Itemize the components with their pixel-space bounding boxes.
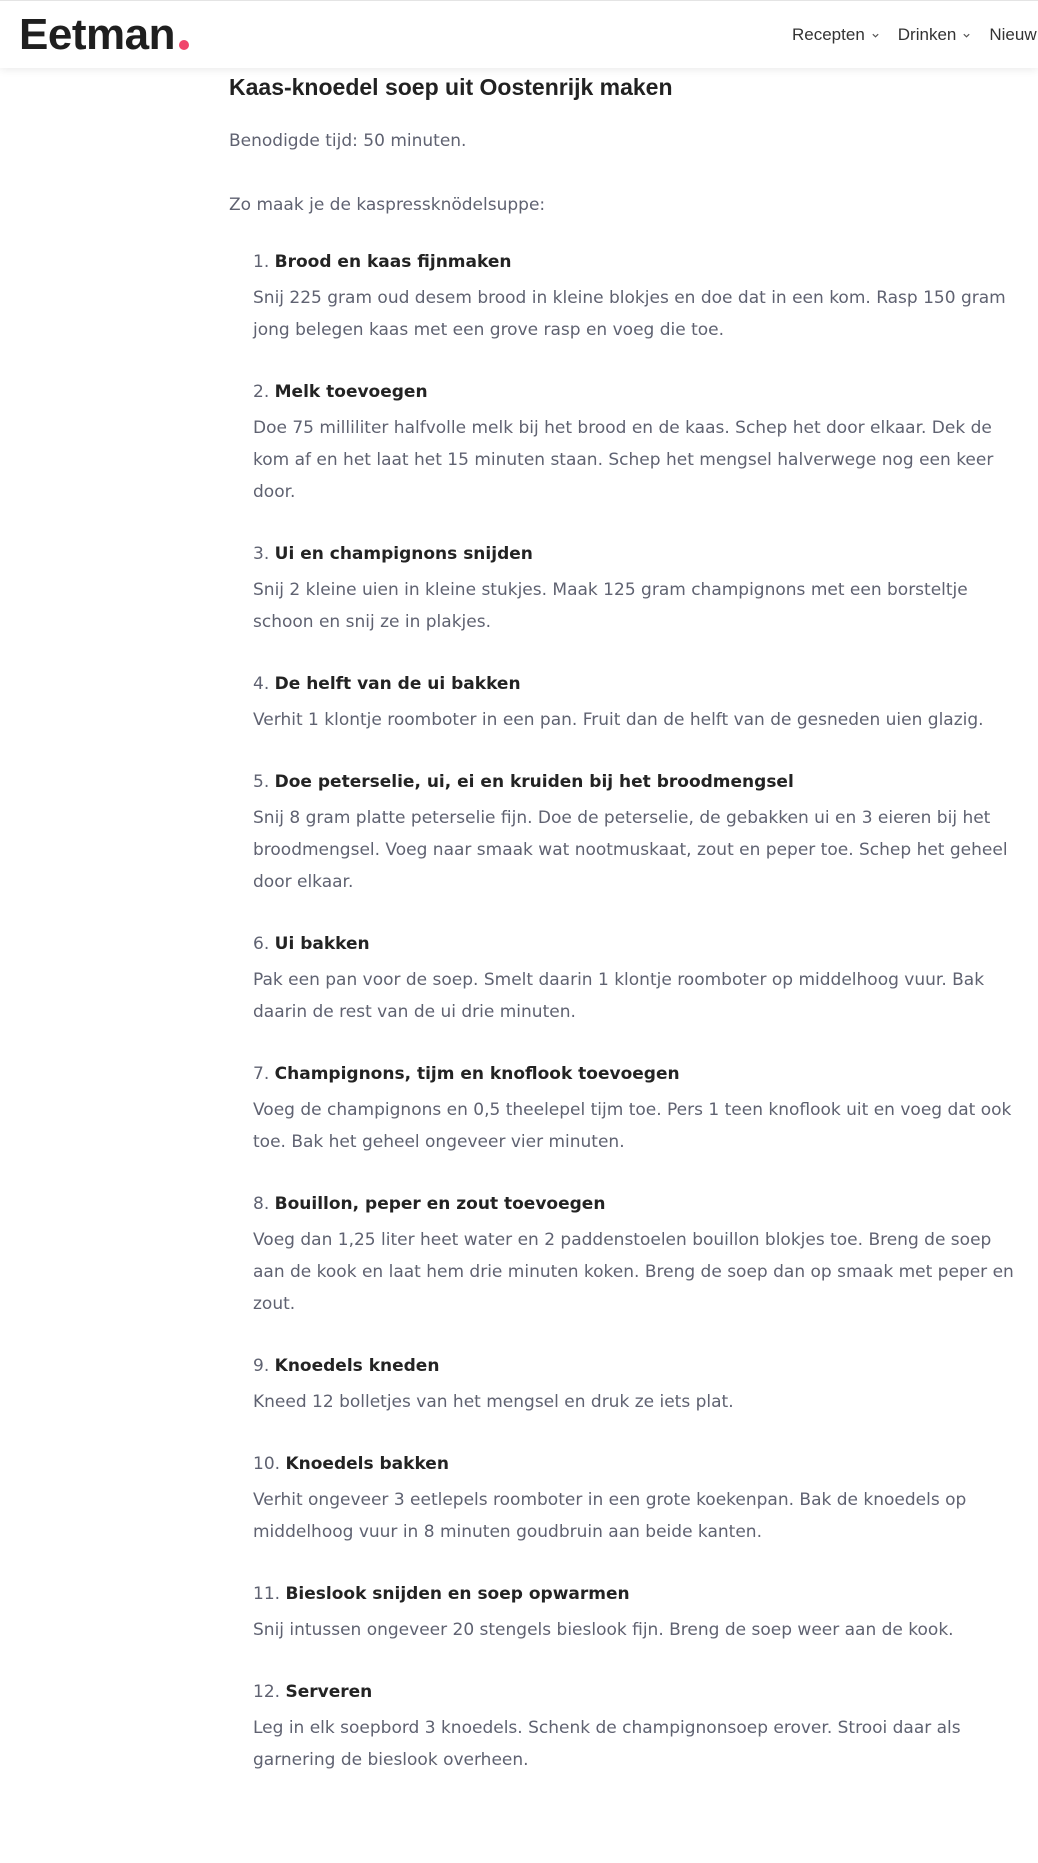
step-title: Bouillon, peper en zout toevoegen [274,1194,606,1214]
nav-item-label: Nieuw [989,25,1037,44]
list-item [253,932,1023,1028]
chevron-down-icon [871,31,880,40]
step-description: Snij 8 gram platte peterselie fijn. Doe de peterselie, de gebakken ui en 3 eieren bij het broodmengsel. Voeg naar smaak wat nootmuskaat, zout en peper toe. Schep het geheel door elkaar. [253,808,1008,892]
step-heading [253,380,1023,404]
step-heading [253,250,1023,274]
step-title: Bieslook snijden en soep opwarmen [285,1584,630,1604]
step-number: 12. [253,1682,281,1702]
recipe-steps [253,250,1023,1810]
step-number: 11. [253,1584,281,1604]
step-title: Ui bakken [274,934,370,954]
step-title: De helft van de ui bakken [274,674,521,694]
list-item [253,1062,1023,1158]
step-description: Snij 225 gram oud desem brood in kleine blokjes en doe dat in een kom. Rasp 150 gram jong belegen kaas met een grove rasp en voeg die toe. [253,288,1006,340]
step-heading [253,1354,1023,1378]
site-header [0,0,1038,68]
step-number: 4. [253,674,270,694]
list-item [253,672,1023,736]
list-item [253,1680,1023,1776]
nav-item-label: Recepten [792,25,865,44]
required-time: Benodigde tijd: 50 minuten. [229,131,467,151]
list-item [253,542,1023,638]
step-number: 10. [253,1454,281,1474]
article-title: Kaas-knoedel soep uit Oostenrijk maken [229,74,673,100]
intro-text: Zo maak je de kaspressknödelsuppe: [229,195,546,215]
list-item [253,250,1023,346]
nav-item-drinken[interactable] [898,25,972,45]
list-item [253,1452,1023,1548]
step-number: 3. [253,544,270,564]
step-description: Verhit ongeveer 3 eetlepels roomboter in een grote koekenpan. Bak de knoedels op middelhoog vuur in 8 minuten goudbruin aan beide kanten. [253,1490,967,1542]
step-heading [253,542,1023,566]
step-description: Voeg de champignons en 0,5 theelepel tijm toe. Pers 1 teen knoflook uit en voeg dat ook toe. Bak het geheel ongeveer vier minuten. [253,1100,1012,1152]
step-heading [253,1062,1023,1086]
nav-item-nieuw[interactable] [989,25,1036,45]
step-heading [253,1680,1023,1704]
logo-dot-icon [179,40,189,50]
nav-item-recepten[interactable] [792,25,880,45]
step-number: 7. [253,1064,270,1084]
step-description: Verhit 1 klontje roomboter in een pan. Fruit dan de helft van de gesneden uien glazig. [253,710,984,730]
step-heading [253,1452,1023,1476]
list-item [253,1192,1023,1320]
site-logo[interactable] [19,9,189,61]
step-title: Melk toevoegen [274,382,428,402]
step-heading [253,672,1023,696]
step-title: Knoedels bakken [285,1454,449,1474]
step-heading [253,1582,1023,1606]
step-number: 2. [253,382,270,402]
nav-item-label: Drinken [897,25,957,44]
step-title: Champignons, tijm en knoflook toevoegen [274,1064,680,1084]
logo-text: Eetman [19,10,175,59]
chevron-down-icon [962,31,971,40]
step-title: Knoedels kneden [274,1356,440,1376]
step-title: Serveren [285,1682,373,1702]
step-number: 5. [253,772,270,792]
step-description: Leg in elk soepbord 3 knoedels. Schenk de champignonsoep erover. Strooi daar als garnering de bieslook overheen. [253,1718,961,1770]
list-item [253,380,1023,508]
main-nav [792,1,1038,69]
step-title: Brood en kaas fijnmaken [274,252,512,272]
list-item [253,770,1023,898]
list-item [253,1354,1023,1418]
list-item [253,1582,1023,1646]
step-description: Snij 2 kleine uien in kleine stukjes. Maak 125 gram champignons met een borsteltje schoon en snij ze in plakjes. [253,580,968,632]
step-title: Doe peterselie, ui, ei en kruiden bij het broodmengsel [274,772,794,792]
step-description: Pak een pan voor de soep. Smelt daarin 1 klontje roomboter op middelhoog vuur. Bak daarin de rest van de ui drie minuten. [253,970,985,1022]
step-description: Doe 75 milliliter halfvolle melk bij het brood en de kaas. Schep het door elkaar. Dek de kom af en het laat het 15 minuten staan. Schep het mengsel halverwege nog een keer door. [253,418,994,502]
step-heading [253,1192,1023,1216]
step-number: 6. [253,934,270,954]
step-description: Voeg dan 1,25 liter heet water en 2 paddenstoelen bouillon blokjes toe. Breng de soep aan de kook en laat hem drie minuten koken. Breng de soep dan op smaak met peper en zout. [253,1230,1014,1314]
step-number: 9. [253,1356,270,1376]
step-number: 8. [253,1194,270,1214]
step-number: 1. [253,252,270,272]
step-title: Ui en champignons snijden [274,544,533,564]
step-description: Snij intussen ongeveer 20 stengels bieslook fijn. Breng de soep weer aan de kook. [253,1620,954,1640]
step-heading [253,770,1023,794]
step-description: Kneed 12 bolletjes van het mengsel en druk ze iets plat. [253,1392,734,1412]
step-heading [253,932,1023,956]
